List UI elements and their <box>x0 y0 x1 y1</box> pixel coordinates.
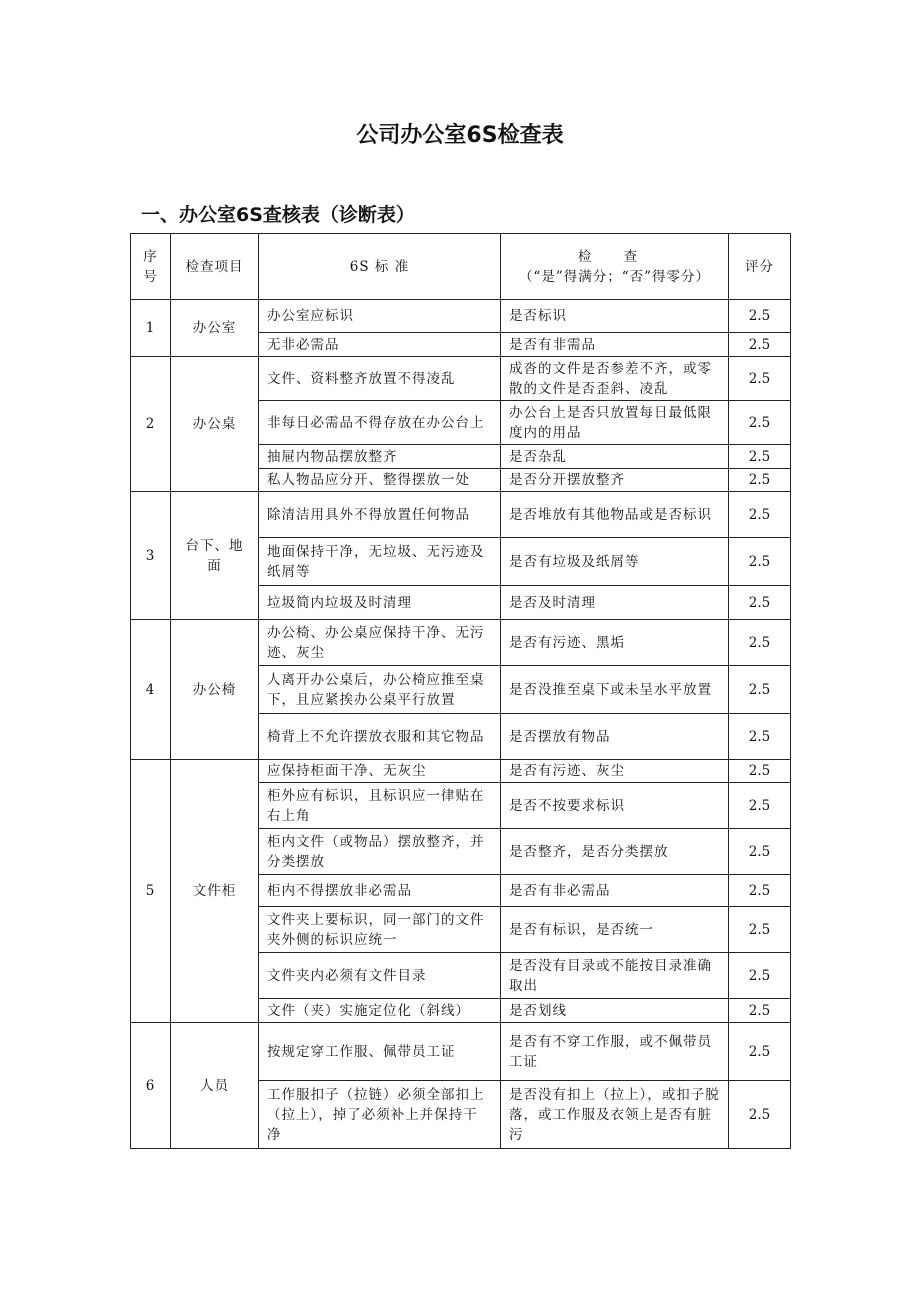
header-standard: 6S 标 准 <box>259 234 501 300</box>
standard-cell: 柜内不得摆放非必需品 <box>259 875 501 907</box>
check-cell: 是否及时清理 <box>501 586 729 620</box>
row-number: 2 <box>131 357 171 492</box>
standard-cell: 文件夹上要标识，同一部门的文件夹外侧的标识应统一 <box>259 907 501 953</box>
check-cell: 是否有不穿工作服，或不佩带员工证 <box>501 1023 729 1081</box>
score-cell: 2.5 <box>729 445 791 469</box>
score-cell: 2.5 <box>729 333 791 357</box>
header-no-line2: 号 <box>143 268 158 285</box>
check-cell: 是否有污迹、灰尘 <box>501 760 729 783</box>
table-row <box>131 760 791 783</box>
check-cell: 是否整齐，是否分类摆放 <box>501 829 729 875</box>
standard-cell: 工作服扣子（拉链）必须全部扣上（拉上），掉了必须补上并保持干净 <box>259 1081 501 1149</box>
score-cell: 2.5 <box>729 1023 791 1081</box>
standard-cell: 椅背上不允许摆放衣服和其它物品 <box>259 714 501 760</box>
score-cell: 2.5 <box>729 1081 791 1149</box>
score-cell: 2.5 <box>729 586 791 620</box>
standard-cell: 文件夹内必须有文件目录 <box>259 953 501 999</box>
header-check <box>501 234 729 300</box>
page-title: 公司办公室6S检查表 <box>356 123 564 148</box>
check-cell: 办公台上是否只放置每日最低限度内的用品 <box>501 401 729 445</box>
score-cell: 2.5 <box>729 666 791 714</box>
score-cell: 2.5 <box>729 357 791 401</box>
standard-cell: 应保持柜面干净、无灰尘 <box>259 760 501 783</box>
row-number: 5 <box>131 760 171 1023</box>
table-row <box>131 300 791 333</box>
header-no-line1: 序 <box>143 248 158 265</box>
check-cell: 是否有污迹、黑垢 <box>501 620 729 666</box>
score-cell: 2.5 <box>729 300 791 333</box>
table-row <box>131 492 791 538</box>
check-cell: 成沓的文件是否参差不齐，或零散的文件是否歪斜、凌乱 <box>501 357 729 401</box>
standard-cell: 文件、资料整齐放置不得凌乱 <box>259 357 501 401</box>
standard-cell: 办公椅、办公桌应保持干净、无污迹、灰尘 <box>259 620 501 666</box>
score-cell: 2.5 <box>729 492 791 538</box>
score-cell: 2.5 <box>729 469 791 492</box>
score-cell: 2.5 <box>729 783 791 829</box>
standard-cell: 人离开办公桌后，办公椅应推至桌下，且应紧挨办公桌平行放置 <box>259 666 501 714</box>
score-cell: 2.5 <box>729 875 791 907</box>
header-check-line2: （“是”得满分；“否”得零分） <box>518 268 711 285</box>
standard-cell: 办公室应标识 <box>259 300 501 333</box>
check-cell: 是否没有目录或不能按目录准确取出 <box>501 953 729 999</box>
score-cell: 2.5 <box>729 829 791 875</box>
score-cell: 2.5 <box>729 620 791 666</box>
standard-cell: 柜外应有标识，且标识应一律贴在右上角 <box>259 783 501 829</box>
standard-cell: 柜内文件（或物品）摆放整齐，并分类摆放 <box>259 829 501 875</box>
standard-cell: 非每日必需品不得存放在办公台上 <box>259 401 501 445</box>
row-number: 6 <box>131 1023 171 1149</box>
standard-cell: 私人物品应分开、整得摆放一处 <box>259 469 501 492</box>
check-cell: 是否划线 <box>501 999 729 1023</box>
standard-cell: 垃圾简内垃圾及时清理 <box>259 586 501 620</box>
standard-cell: 无非必需品 <box>259 333 501 357</box>
score-cell: 2.5 <box>729 760 791 783</box>
table-row <box>131 1023 791 1081</box>
inspection-table <box>130 233 791 1149</box>
score-cell: 2.5 <box>729 999 791 1023</box>
check-item: 台下、地面 <box>171 492 259 620</box>
check-item: 办公室 <box>171 300 259 357</box>
score-cell: 2.5 <box>729 953 791 999</box>
check-cell: 是否杂乱 <box>501 445 729 469</box>
check-cell: 是否有非必需品 <box>501 875 729 907</box>
check-cell: 是否分开摆放整齐 <box>501 469 729 492</box>
score-cell: 2.5 <box>729 401 791 445</box>
standard-cell: 文件（夹）实施定位化（斜线） <box>259 999 501 1023</box>
check-cell: 是否有标识，是否统一 <box>501 907 729 953</box>
check-cell: 是否有非需品 <box>501 333 729 357</box>
score-cell: 2.5 <box>729 714 791 760</box>
standard-cell: 抽屉内物品摆放整齐 <box>259 445 501 469</box>
row-number: 4 <box>131 620 171 760</box>
header-check-line1: 检 查 <box>577 248 652 265</box>
check-cell: 是否堆放有其他物品或是否标识 <box>501 492 729 538</box>
check-cell: 是否没推至桌下或未呈水平放置 <box>501 666 729 714</box>
check-cell: 是否不按要求标识 <box>501 783 729 829</box>
table-row <box>131 357 791 401</box>
check-item: 办公椅 <box>171 620 259 760</box>
row-number: 1 <box>131 300 171 357</box>
check-item: 人员 <box>171 1023 259 1149</box>
header-no <box>131 234 171 300</box>
check-cell: 是否有垃圾及纸屑等 <box>501 538 729 586</box>
check-cell: 是否没有扣上（拉上），或扣子脱落，或工作服及衣领上是否有脏污 <box>501 1081 729 1149</box>
score-cell: 2.5 <box>729 538 791 586</box>
standard-cell: 按规定穿工作服、佩带员工证 <box>259 1023 501 1081</box>
check-cell: 是否标识 <box>501 300 729 333</box>
check-item: 办公桌 <box>171 357 259 492</box>
table-row <box>131 620 791 666</box>
header-item: 检查项目 <box>171 234 259 300</box>
standard-cell: 除清洁用具外不得放置任何物品 <box>259 492 501 538</box>
row-number: 3 <box>131 492 171 620</box>
header-score: 评分 <box>729 234 791 300</box>
check-item: 文件柜 <box>171 760 259 1023</box>
table-header-row <box>131 234 791 300</box>
standard-cell: 地面保持干净，无垃圾、无污迹及纸屑等 <box>259 538 501 586</box>
score-cell: 2.5 <box>729 907 791 953</box>
section-heading: 一、办公室6S查核表（诊断表） <box>141 204 415 226</box>
check-cell: 是否摆放有物品 <box>501 714 729 760</box>
